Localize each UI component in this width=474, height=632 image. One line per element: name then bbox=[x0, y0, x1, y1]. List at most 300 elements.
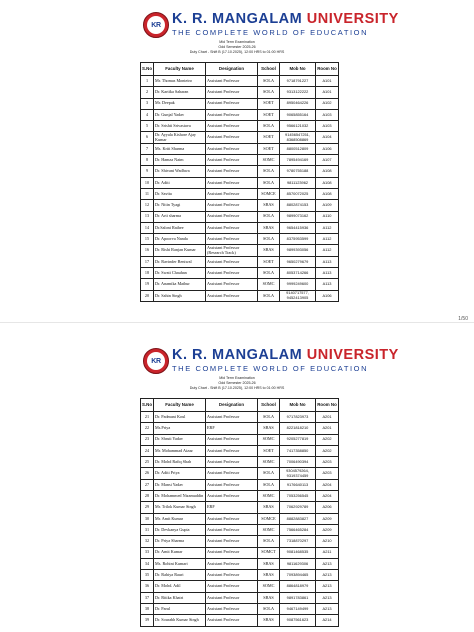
university-name bbox=[172, 11, 399, 28]
column-header-faculty-name: Faculty Name bbox=[154, 399, 206, 412]
table-row bbox=[141, 109, 339, 120]
cell-room-no: A211 bbox=[316, 547, 339, 558]
cell-school: SOMCT bbox=[258, 547, 280, 558]
cell-designation: Assistant Professor bbox=[206, 143, 258, 154]
cell-designation: Assistant Professor bbox=[206, 290, 258, 301]
cell-faculty-name: Mr. Thomas Monteiro bbox=[154, 76, 206, 87]
cell-room-no: A203 bbox=[316, 457, 339, 468]
cell-room-no: A101 bbox=[316, 87, 339, 98]
cell-sno: 34 bbox=[141, 558, 154, 569]
cell-room-no: A103 bbox=[316, 121, 339, 132]
table-row bbox=[141, 615, 339, 626]
column-header-designation: Designation bbox=[206, 399, 258, 412]
table-row bbox=[141, 256, 339, 267]
cell-designation: Assistant Professor bbox=[206, 211, 258, 222]
university-name bbox=[172, 347, 399, 364]
cell-sno: 4 bbox=[141, 109, 154, 120]
cell-mob-no: 9176640113 bbox=[280, 479, 316, 490]
cell-sno: 1 bbox=[141, 76, 154, 87]
cell-mob-no: 9140717577, 9452413905 bbox=[280, 290, 316, 301]
cell-designation: Assistant Professor bbox=[206, 188, 258, 199]
university-name-part1: K. R. MANGALAM bbox=[172, 11, 303, 27]
cell-mob-no: 9566121032 bbox=[280, 121, 316, 132]
table-row bbox=[141, 200, 339, 211]
cell-faculty-name: Dr. Parul bbox=[154, 604, 206, 615]
university-logo bbox=[143, 12, 169, 38]
cell-school: SBAS bbox=[258, 222, 280, 233]
cell-sno: 16 bbox=[141, 245, 154, 256]
cell-sno: 2 bbox=[141, 87, 154, 98]
cell-mob-no: 9718791227 bbox=[280, 76, 316, 87]
cell-room-no: A106 bbox=[316, 290, 339, 301]
cell-school: SOET bbox=[258, 132, 280, 143]
cell-faculty-name: Dr. Amit Kumar bbox=[154, 547, 206, 558]
cell-school: SOET bbox=[258, 98, 280, 109]
cell-faculty-name: Mr. Deepak bbox=[154, 98, 206, 109]
cell-sno: 26 bbox=[141, 468, 154, 479]
cell-school: SOET bbox=[258, 256, 280, 267]
cell-sno: 7 bbox=[141, 143, 154, 154]
cell-room-no: A202 bbox=[316, 445, 339, 456]
cell-faculty-name: Dr. Anamika Mathur bbox=[154, 279, 206, 290]
cell-mob-no: 7006490394 bbox=[280, 457, 316, 468]
cell-faculty-name: Mr. Trilok Kumar Singh bbox=[154, 502, 206, 513]
cell-mob-no: 9467149499 bbox=[280, 604, 316, 615]
cell-designation: Assistant Professor bbox=[206, 457, 258, 468]
cell-sno: 20 bbox=[141, 290, 154, 301]
cell-room-no: A112 bbox=[316, 234, 339, 245]
cell-school: SOLA bbox=[258, 536, 280, 547]
table-row bbox=[141, 222, 339, 233]
cell-room-no: A113 bbox=[316, 268, 339, 279]
table-row bbox=[141, 479, 339, 490]
cell-room-no: A109 bbox=[316, 200, 339, 211]
cell-school: SBAS bbox=[258, 423, 280, 434]
cell-mob-no: 8221818210 bbox=[280, 423, 316, 434]
cell-room-no: A210 bbox=[316, 536, 339, 547]
cell-designation: Assistant Professor bbox=[206, 434, 258, 445]
cell-designation: Assistant Professor bbox=[206, 87, 258, 98]
cell-school: SOLA bbox=[258, 211, 280, 222]
cell-school: SOMC bbox=[258, 491, 280, 502]
cell-school: SOLA bbox=[258, 76, 280, 87]
cell-school: SOMC bbox=[258, 434, 280, 445]
table-row bbox=[141, 188, 339, 199]
cell-sno: 3 bbox=[141, 98, 154, 109]
cell-school: SOMCE bbox=[258, 188, 280, 199]
table-row bbox=[141, 177, 339, 188]
university-logo bbox=[143, 348, 169, 374]
column-header-room-no: Room No bbox=[316, 399, 339, 412]
cell-designation: ERF bbox=[206, 423, 258, 434]
cell-designation: Assistant Professor bbox=[206, 570, 258, 581]
cell-room-no: A201 bbox=[316, 423, 339, 434]
cell-room-no: A201 bbox=[316, 412, 339, 423]
cell-school: SBAS bbox=[258, 615, 280, 626]
cell-sno: 36 bbox=[141, 581, 154, 592]
cell-designation: Assistant Professor bbox=[206, 581, 258, 592]
cell-school: SOLA bbox=[258, 412, 280, 423]
duty-table-page-1 bbox=[140, 62, 339, 302]
cell-sno: 8 bbox=[141, 155, 154, 166]
cell-school: SOLA bbox=[258, 479, 280, 490]
cell-sno: 23 bbox=[141, 434, 154, 445]
cell-room-no: A110 bbox=[316, 211, 339, 222]
table-row bbox=[141, 468, 339, 479]
cell-room-no: A113 bbox=[316, 279, 339, 290]
cell-school: SOET bbox=[258, 109, 280, 120]
cell-mob-no: 9891783861 bbox=[280, 592, 316, 603]
table-row bbox=[141, 581, 339, 592]
cell-faculty-name: Dr. Padmani Koul bbox=[154, 412, 206, 423]
cell-mob-no: 7318870297 bbox=[280, 536, 316, 547]
cell-mob-no: 9811629306 bbox=[280, 558, 316, 569]
cell-faculty-name: Dr. Apoorva Nanda bbox=[154, 234, 206, 245]
cell-mob-no: 9065855164 bbox=[280, 109, 316, 120]
cell-school: SOMC bbox=[258, 155, 280, 166]
cell-school: SOLA bbox=[258, 268, 280, 279]
cell-mob-no: 8053714266 bbox=[280, 268, 316, 279]
cell-sno: 37 bbox=[141, 592, 154, 603]
semester-line: Odd Semester 2025-26 bbox=[218, 381, 256, 385]
cell-mob-no: 8864818979 bbox=[280, 581, 316, 592]
page-header bbox=[0, 0, 474, 62]
cell-school: SBAS bbox=[258, 592, 280, 603]
university-name-part2: UNIVERSITY bbox=[306, 347, 399, 363]
cell-faculty-name: Mr. Mohammad Aizaz bbox=[154, 445, 206, 456]
table-row bbox=[141, 87, 339, 98]
table-row bbox=[141, 558, 339, 569]
table-body bbox=[141, 412, 339, 627]
cell-designation: Assistant Professor bbox=[206, 256, 258, 267]
cell-designation: Assistant Professor bbox=[206, 412, 258, 423]
cell-room-no: A104 bbox=[316, 132, 339, 143]
table-row bbox=[141, 211, 339, 222]
duty-chart-line: Duty Chart - Shift B (17.10.2025), 12:00 HRS to 01:00 HRS bbox=[189, 386, 285, 390]
table-row bbox=[141, 98, 339, 109]
table-row bbox=[141, 570, 339, 581]
table-row bbox=[141, 290, 339, 301]
cell-school: SBAS bbox=[258, 502, 280, 513]
column-header-mob-no: Mob No bbox=[280, 63, 316, 76]
cell-sno: 27 bbox=[141, 479, 154, 490]
cell-faculty-name: Dr. Ayyala Kishore Ajay Kumar bbox=[154, 132, 206, 143]
cell-room-no: A214 bbox=[316, 615, 339, 626]
table-row bbox=[141, 513, 339, 524]
cell-room-no: A113 bbox=[316, 256, 339, 267]
cell-faculty-name: Dr. Aditi bbox=[154, 177, 206, 188]
cell-sno: 5 bbox=[141, 121, 154, 132]
cell-school: SOLA bbox=[258, 87, 280, 98]
table-row bbox=[141, 434, 339, 445]
cell-room-no: A108 bbox=[316, 188, 339, 199]
table-row bbox=[141, 445, 339, 456]
cell-mob-no: 7053256545 bbox=[280, 491, 316, 502]
cell-mob-no: 7417358850 bbox=[280, 445, 316, 456]
logo-text: KR bbox=[151, 21, 161, 29]
cell-room-no: A101 bbox=[316, 76, 339, 87]
university-tagline: THE COMPLETE WORLD OF EDUCATION bbox=[172, 28, 369, 37]
table-row bbox=[141, 502, 339, 513]
table-row bbox=[141, 491, 339, 502]
cell-school: SBAS bbox=[258, 200, 280, 211]
cell-mob-no: 9999249600 bbox=[280, 279, 316, 290]
cell-designation: Assistant Professor bbox=[206, 132, 258, 143]
university-tagline: THE COMPLETE WORLD OF EDUCATION bbox=[172, 364, 369, 373]
cell-faculty-name: Dr. Mansi Yadav bbox=[154, 479, 206, 490]
cell-mob-no: 7895494169 bbox=[280, 155, 316, 166]
cell-mob-no: 7093894465 bbox=[280, 570, 316, 581]
cell-school: SOLA bbox=[258, 604, 280, 615]
cell-designation: Assistant Professor bbox=[206, 445, 258, 456]
table-header-row bbox=[141, 63, 339, 76]
cell-designation: Assistant Professor bbox=[206, 121, 258, 132]
cell-mob-no: 9899073162 bbox=[280, 211, 316, 222]
column-header-school: School bbox=[258, 63, 280, 76]
table-row bbox=[141, 536, 339, 547]
cell-school: SBAS bbox=[258, 570, 280, 581]
cell-faculty-name: Ms. Rohini Kumari bbox=[154, 558, 206, 569]
cell-school: SOLA bbox=[258, 121, 280, 132]
table-row bbox=[141, 592, 339, 603]
cell-designation: Assistant Professor bbox=[206, 524, 258, 535]
cell-room-no: A106 bbox=[316, 143, 339, 154]
cell-room-no: A213 bbox=[316, 592, 339, 603]
cell-mob-no: 7062929789 bbox=[280, 502, 316, 513]
cell-mob-no: 9205277819 bbox=[280, 434, 316, 445]
cell-faculty-name: Dr. Kartika Saharan bbox=[154, 87, 206, 98]
column-header-school: School bbox=[258, 399, 280, 412]
table-row bbox=[141, 132, 339, 143]
cell-sno: 10 bbox=[141, 177, 154, 188]
duty-chart-line: Duty Chart - Shift B (17.10.2025), 12:00 HRS to 01:00 HRS bbox=[189, 50, 285, 54]
table-row bbox=[141, 76, 339, 87]
cell-sno: 11 bbox=[141, 188, 154, 199]
cell-school: SOMC bbox=[258, 279, 280, 290]
cell-school: SOET bbox=[258, 143, 280, 154]
document-page-2 bbox=[0, 336, 474, 632]
logo-inner bbox=[147, 16, 165, 34]
cell-school: SBAS bbox=[258, 245, 280, 256]
cell-school: SOLA bbox=[258, 468, 280, 479]
cell-sno: 29 bbox=[141, 502, 154, 513]
cell-room-no: A202 bbox=[316, 434, 339, 445]
cell-sno: 35 bbox=[141, 570, 154, 581]
cell-designation: Assistant Professor bbox=[206, 491, 258, 502]
cell-room-no: A213 bbox=[316, 558, 339, 569]
cell-designation: Assistant Professor bbox=[206, 155, 258, 166]
table-row bbox=[141, 604, 339, 615]
cell-faculty-name: Dr. Aditi Priya bbox=[154, 468, 206, 479]
column-header-sno: S.No bbox=[141, 399, 154, 412]
cell-faculty-name: Dr. Mohd. Adil bbox=[154, 581, 206, 592]
cell-mob-no: 9780755188 bbox=[280, 166, 316, 177]
cell-mob-no: 9654415936 bbox=[280, 222, 316, 233]
cell-mob-no: 9304579264, 9319374459 bbox=[280, 468, 316, 479]
cell-school: SOLA bbox=[258, 177, 280, 188]
cell-school: SOLA bbox=[258, 290, 280, 301]
cell-sno: 18 bbox=[141, 268, 154, 279]
cell-sno: 15 bbox=[141, 234, 154, 245]
cell-room-no: A209 bbox=[316, 513, 339, 524]
cell-designation: Assistant Professor bbox=[206, 166, 258, 177]
cell-faculty-name: Dr. Ravinder Beniwal bbox=[154, 256, 206, 267]
cell-designation: Assistant Professor bbox=[206, 479, 258, 490]
table-row bbox=[141, 412, 339, 423]
cell-school: SOMC bbox=[258, 581, 280, 592]
cell-school: SOMC bbox=[258, 524, 280, 535]
cell-faculty-name: Dr. Rishi Ranjan Kumar bbox=[154, 245, 206, 256]
cell-sno: 28 bbox=[141, 491, 154, 502]
duty-table-page-2 bbox=[140, 398, 339, 627]
cell-designation: Assistant Professor bbox=[206, 468, 258, 479]
cell-faculty-name: Dr. Shruti Yadav bbox=[154, 434, 206, 445]
cell-faculty-name: Dr. Nitin Tyagi bbox=[154, 200, 206, 211]
cell-faculty-name: Dr. Devkanya Gupta bbox=[154, 524, 206, 535]
cell-designation: Assistant Professor (Research Track) bbox=[206, 245, 258, 256]
cell-room-no: A103 bbox=[316, 109, 339, 120]
cell-mob-no: 9081468535 bbox=[280, 547, 316, 558]
cell-mob-no: 8375953599 bbox=[280, 234, 316, 245]
cell-designation: Assistant Professor bbox=[206, 547, 258, 558]
cell-faculty-name: Dr.Saloni Rathee bbox=[154, 222, 206, 233]
cell-mob-no: 8882883827 bbox=[280, 513, 316, 524]
exam-title: Mid Term Examination bbox=[219, 376, 255, 380]
cell-mob-no: 9650279679 bbox=[280, 256, 316, 267]
table-row bbox=[141, 457, 339, 468]
cell-designation: Assistant Professor bbox=[206, 234, 258, 245]
cell-sno: 30 bbox=[141, 513, 154, 524]
table-row bbox=[141, 268, 339, 279]
table-row bbox=[141, 234, 339, 245]
cell-faculty-name: Dr. Rahiya Rauri bbox=[154, 570, 206, 581]
cell-mob-no: 8800512809 bbox=[280, 143, 316, 154]
table-row bbox=[141, 245, 339, 256]
cell-faculty-name: Dr. Savita bbox=[154, 188, 206, 199]
column-header-designation: Designation bbox=[206, 63, 258, 76]
cell-designation: Assistant Professor bbox=[206, 268, 258, 279]
cell-faculty-name: Dr. Gunjal Yadav bbox=[154, 109, 206, 120]
cell-sno: 21 bbox=[141, 412, 154, 423]
logo-text: KR bbox=[151, 357, 161, 365]
cell-sno: 19 bbox=[141, 279, 154, 290]
cell-room-no: A206 bbox=[316, 502, 339, 513]
cell-sno: 6 bbox=[141, 132, 154, 143]
table-row bbox=[141, 166, 339, 177]
cell-room-no: A108 bbox=[316, 166, 339, 177]
cell-room-no: A213 bbox=[316, 570, 339, 581]
cell-school: SOLA bbox=[258, 166, 280, 177]
cell-mob-no: 9811123962 bbox=[280, 177, 316, 188]
cell-faculty-name: Dr. Arti sharma bbox=[154, 211, 206, 222]
cell-sno: 33 bbox=[141, 547, 154, 558]
table-row bbox=[141, 279, 339, 290]
cell-mob-no: 9313122222 bbox=[280, 87, 316, 98]
cell-sno: 32 bbox=[141, 536, 154, 547]
cell-school: SOLA bbox=[258, 234, 280, 245]
cell-designation: Assistant Professor bbox=[206, 177, 258, 188]
cell-mob-no: 91456547251, 8368508869 bbox=[280, 132, 316, 143]
semester-line: Odd Semester 2025-26 bbox=[218, 45, 256, 49]
cell-mob-no: 7566465284 bbox=[280, 524, 316, 535]
cell-room-no: A107 bbox=[316, 155, 339, 166]
cell-room-no: A112 bbox=[316, 222, 339, 233]
cell-sno: 9 bbox=[141, 166, 154, 177]
column-header-faculty-name: Faculty Name bbox=[154, 63, 206, 76]
cell-designation: Assistant Professor bbox=[206, 279, 258, 290]
cell-school: SBAS bbox=[258, 558, 280, 569]
cell-designation: Assistant Professor bbox=[206, 222, 258, 233]
cell-school: SOMCE bbox=[258, 513, 280, 524]
cell-designation: Assistant Professor bbox=[206, 615, 258, 626]
cell-sno: 38 bbox=[141, 604, 154, 615]
table-row bbox=[141, 121, 339, 132]
cell-faculty-name: Dr. Srishti Srivastava bbox=[154, 121, 206, 132]
cell-room-no: A112 bbox=[316, 245, 339, 256]
cell-room-no: A204 bbox=[316, 479, 339, 490]
table-header-row bbox=[141, 399, 339, 412]
cell-faculty-name: Dr. Sourabh Kumar Singh bbox=[154, 615, 206, 626]
university-name-part2: UNIVERSITY bbox=[306, 11, 399, 27]
cell-room-no: A203 bbox=[316, 468, 339, 479]
page-header bbox=[0, 336, 474, 398]
cell-designation: Assistant Professor bbox=[206, 200, 258, 211]
table-body bbox=[141, 76, 339, 302]
exam-title: Mid Term Examination bbox=[219, 40, 255, 44]
cell-designation: Assistant Professor bbox=[206, 592, 258, 603]
cell-designation: Assistant Professor bbox=[206, 98, 258, 109]
cell-sno: 31 bbox=[141, 524, 154, 535]
cell-faculty-name: Dr. Hamza Naim bbox=[154, 155, 206, 166]
cell-faculty-name: Dr. Ritika Khatri bbox=[154, 592, 206, 603]
table-row bbox=[141, 524, 339, 535]
table-row bbox=[141, 155, 339, 166]
table-row bbox=[141, 423, 339, 434]
cell-room-no: A108 bbox=[316, 177, 339, 188]
cell-designation: Assistant Professor bbox=[206, 109, 258, 120]
column-header-sno: S.No bbox=[141, 63, 154, 76]
university-name-part1: K. R. MANGALAM bbox=[172, 347, 303, 363]
cell-room-no: A209 bbox=[316, 524, 339, 535]
cell-school: SOET bbox=[258, 445, 280, 456]
cell-sno: 14 bbox=[141, 222, 154, 233]
table-row bbox=[141, 143, 339, 154]
cell-room-no: A213 bbox=[316, 604, 339, 615]
cell-designation: Assistant Professor bbox=[206, 536, 258, 547]
page-separator bbox=[0, 322, 474, 323]
cell-sno: 25 bbox=[141, 457, 154, 468]
cell-sno: 17 bbox=[141, 256, 154, 267]
cell-designation: Assistant Professor bbox=[206, 513, 258, 524]
cell-faculty-name: Mr. Amit Kumar bbox=[154, 513, 206, 524]
cell-sno: 12 bbox=[141, 200, 154, 211]
cell-designation: Assistant Professor bbox=[206, 558, 258, 569]
cell-room-no: A204 bbox=[316, 491, 339, 502]
cell-mob-no: 8950464226 bbox=[280, 98, 316, 109]
cell-school: SOMC bbox=[258, 457, 280, 468]
cell-designation: Assistant Professor bbox=[206, 604, 258, 615]
cell-faculty-name: Dr. Shivani Wadhwa bbox=[154, 166, 206, 177]
cell-faculty-name: Dr. Priya Sharma bbox=[154, 536, 206, 547]
table-row bbox=[141, 547, 339, 558]
cell-faculty-name: Dr. Swati Chauhan bbox=[154, 268, 206, 279]
cell-mob-no: 9899393056 bbox=[280, 245, 316, 256]
cell-sno: 24 bbox=[141, 445, 154, 456]
cell-sno: 39 bbox=[141, 615, 154, 626]
column-header-mob-no: Mob No bbox=[280, 399, 316, 412]
cell-mob-no: 8570072025 bbox=[280, 188, 316, 199]
cell-sno: 13 bbox=[141, 211, 154, 222]
